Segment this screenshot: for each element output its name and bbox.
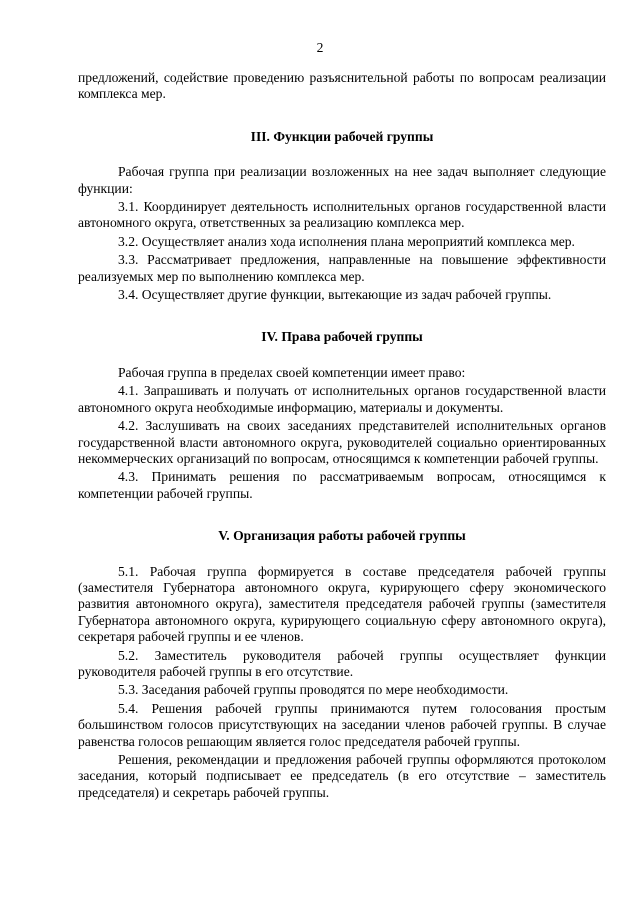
section-3-para-4: 3.4. Осуществляет другие функции, вытекающие из задач рабочей группы. <box>118 287 552 303</box>
section-5-para-2: 5.3. Заседания рабочей группы проводятся по мере необходимости. <box>118 682 509 698</box>
section-5-para-0: 5.1. Рабочая группа формируется в составе председателя рабочей группы (заместителя Губернатора автономного округа, курирующего сферу экономического развития автономного округа), заместителя председателя рабочей группы (заместителя Губернатора автономного округа, курирующего социальную сферу автономного округа), секретаря рабочей группы и ее членов. <box>78 563 606 645</box>
document-body <box>78 70 606 801</box>
section-4-para-1: 4.1. Запрашивать и получать от исполнительных органов государственной власти автономного округа необходимые информацию, материалы и документы. <box>78 383 606 415</box>
section-3-para-3: 3.3. Рассматривает предложения, направленные на повышение эффективности реализуемых мер по выполнению комплекса мер. <box>78 252 606 284</box>
section-5-para-4: Решения, рекомендации и предложения рабочей группы оформляются протоколом заседания, который подписывает ее председатель (в его отсутствие – заместитель председателя) и секретарь рабочей группы. <box>78 752 606 800</box>
section-3-heading: III. Функции рабочей группы <box>250 128 434 144</box>
section-5-para-3: 5.4. Решения рабочей группы принимаются путем голосования простым большинством голосов присутствующих на заседании членов рабочей группы. В случае равенства голосов решающим является голос председателя рабочей группы. <box>78 700 606 749</box>
intro-paragraph: предложений, содействие проведению разъяснительной работы по вопросам реализации комплекса мер. <box>78 70 606 102</box>
section-3-para-1: 3.1. Координирует деятельность исполнительных органов государственной власти автономного округа, ответственных за реализацию комплекса мер. <box>78 199 606 231</box>
section-4-para-3: 4.3. Принимать решения по рассматриваемым вопросам, относящимся к компетенции рабочей группы. <box>78 469 606 501</box>
section-5-para-1: 5.2. Заместитель руководителя рабочей группы осуществляет функции руководителя рабочей группы в его отсутствие. <box>78 647 606 679</box>
section-4-para-0: Рабочая группа в пределах своей компетенции имеет право: <box>118 364 466 380</box>
section-4-para-2: 4.2. Заслушивать на своих заседаниях представителей исполнительных органов государственной власти автономного округа, руководителей социально ориентированных некоммерческих организаций по вопросам, относящимся к компетенции рабочей группы. <box>78 418 606 466</box>
section-5-heading: V. Организация работы рабочей группы <box>218 528 466 544</box>
section-4-heading: IV. Права рабочей группы <box>261 329 423 345</box>
section-3-para-0: Рабочая группа при реализации возложенных на нее задач выполняет следующие функции: <box>78 164 606 196</box>
section-3-para-2: 3.2. Осуществляет анализ хода исполнения плана мероприятий комплекса мер. <box>118 233 575 249</box>
page-number: 2 <box>316 40 324 55</box>
